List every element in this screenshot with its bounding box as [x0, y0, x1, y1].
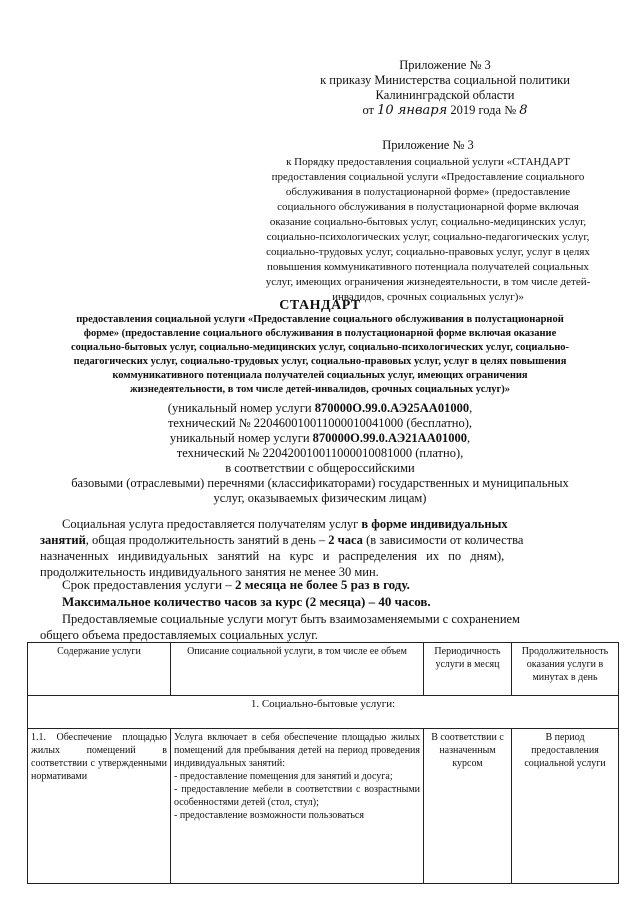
paragraph-interchangeable	[40, 611, 608, 643]
procedure-annex-line: инвалидов, срочных социальных услуг)»	[332, 291, 524, 303]
row-description	[171, 729, 424, 884]
procedure-annex-line: предоставления социальной услуги «Предоставление социального	[271, 171, 585, 183]
identifier-line-3	[40, 431, 600, 446]
description-line: Услуга включает в себя обеспечение площадью жилых помещений для пребывания детей на период проведения индивидуальных занятий:	[174, 732, 420, 769]
header-description: Описание социальной услуги, в том числе ее объем	[171, 643, 424, 696]
subtitle-line: педагогических услуг, социально-трудовых услуг, социально-правовых услуг, услуг в целях повышения	[73, 356, 567, 367]
paragraph-line	[40, 516, 608, 532]
emphasis: занятий	[40, 533, 86, 547]
document-subtitle	[40, 313, 600, 397]
identifier-comma: ,	[467, 431, 471, 445]
subtitle-line: предоставления социальной услуги «Предоставление социального обслуживания в полустационарной	[76, 314, 564, 325]
paragraph-line	[40, 532, 608, 548]
paragraph-term	[40, 577, 608, 593]
identifier-line-6: базовыми (отраслевыми) перечнями (классификаторами) государственных и муниципальных	[71, 476, 569, 490]
header-content: Содержание услуги	[28, 643, 171, 696]
paragraph-line	[40, 577, 608, 593]
text: (в зависимости от количества	[362, 533, 524, 547]
paragraph-max-hours	[40, 594, 608, 610]
procedure-annex-line: обслуживания в полустационарной форме» (предоставление	[285, 186, 571, 198]
emphasis: 2 месяца не более 5 раз в году.	[235, 577, 410, 592]
subtitle-line: коммуникативного потенциала получателей социальных услуг, имеющих ограничения	[112, 370, 528, 381]
text: Срок предоставления услуги –	[62, 577, 236, 592]
emphasis: в форме индивидуальных	[361, 517, 508, 531]
order-date-line	[300, 103, 590, 118]
identifier-label: уникальный номер услуги	[169, 431, 313, 445]
document-title: СТАНДАРТ	[279, 298, 361, 313]
procedure-annex-line: социального обслуживания в полустационарной форме включая	[277, 201, 579, 213]
description-line: - предоставление возможности пользоваться	[174, 810, 364, 821]
subtitle-line: социально-бытовых услуг, социально-медицинских услуг, социально-психологических услуг, социально-	[70, 342, 570, 353]
order-annex-header	[300, 58, 590, 118]
table-row	[28, 729, 619, 884]
row-periodicity: В соответствии с назначенным курсом	[424, 729, 512, 884]
row-content: 1.1. Обеспечение площадью жилых помещений в соответствии с утвержденными нормативами	[28, 729, 171, 884]
procedure-annex-line: социально-психологических услуг, социально-педагогических услуг,	[266, 231, 590, 243]
procedure-annex-line: услуг, имеющих ограничения жизнедеятельности, в том числе детей-	[265, 276, 591, 288]
text: , общая продолжительность занятий в день –	[85, 533, 329, 547]
paragraph-line: общего объема предоставляемых социальных услуг.	[40, 628, 319, 642]
header-duration: Продолжительность оказания услуги в минутах в день	[512, 643, 619, 696]
procedure-annex-line: повышения коммуникативного потенциала получателей социальных	[267, 261, 589, 273]
procedure-annex-title: Приложение № 3	[382, 138, 474, 152]
identifier-line-5: в соответствии с общероссийскими	[225, 461, 415, 475]
paragraph-line: продолжительность индивидуального занятия не менее 30 мин.	[40, 565, 379, 579]
table-header-row	[28, 643, 619, 696]
description-line: - предоставление помещения для занятий и досуга;	[174, 771, 393, 782]
table-section-row	[28, 696, 619, 729]
paragraph-line: назначенных индивидуальных занятий на курс и распределения их по дням),	[40, 549, 505, 563]
row-duration: В период предоставления социальной услуги	[512, 729, 619, 884]
order-date-prefix: от	[362, 103, 374, 117]
paragraph-line	[40, 594, 608, 610]
technical-number-free: технический № 220460010011000010041000 (бесплатно),	[167, 416, 473, 430]
paragraph-service-form	[40, 516, 608, 580]
subtitle-line: жизнедеятельности, в том числе детей-инвалидов, срочных социальных услуг)»	[129, 384, 511, 395]
order-number-handwritten: 8	[519, 103, 528, 118]
order-annex-title: Приложение № 3	[399, 58, 491, 72]
order-date-suffix: 2019 года №	[450, 103, 517, 117]
service-identifiers	[40, 401, 600, 506]
technical-number-paid: технический № 220420010011000010081000 (платно),	[176, 446, 464, 460]
emphasis: Максимальное количество часов за курс (2 месяца) – 40 часов.	[62, 594, 431, 609]
paragraph-line: Предоставляемые социальные услуги могут быть взаимозаменяемыми с сохранением	[62, 612, 520, 626]
unique-code-free: 870000О.99.0.АЭ25АА01000	[314, 401, 470, 415]
emphasis: 2 часа	[328, 533, 363, 547]
order-annex-line-2: Калининградской области	[375, 88, 515, 102]
section-title: 1. Социально-бытовые услуги:	[28, 696, 619, 729]
description-line: - предоставление мебели в соответствии с возрастными особенностями детей (стол, стул);	[174, 784, 420, 808]
identifier-label: (уникальный номер услуги	[167, 401, 315, 415]
order-annex-line-1: к приказу Министерства социальной политики	[320, 73, 570, 87]
identifier-comma: ,	[469, 401, 473, 415]
identifier-line-7: услуг, оказываемых физическим лицам)	[213, 491, 427, 505]
procedure-annex-header	[248, 138, 608, 305]
procedure-annex-line: социально-трудовых услуг, социально-правовых услуг, услуг в целях	[266, 246, 590, 258]
subtitle-line: форме» (предоставление социального обслуживания в полустационарной форме включая оказание	[83, 328, 557, 339]
order-date-handwritten: 10 января	[377, 103, 448, 118]
identifier-line-1	[40, 401, 600, 416]
text: Социальная услуга предоставляется получателям услуг	[62, 517, 362, 531]
header-periodicity: Периодичность услуги в месяц	[424, 643, 512, 696]
procedure-annex-line: оказание социально-бытовых услуг, социально-медицинских услуг,	[269, 216, 587, 228]
unique-code-paid: 870000О.99.0.АЭ21АА01000	[312, 431, 467, 445]
services-table	[27, 642, 619, 884]
procedure-annex-line: к Порядку предоставления социальной услуги «СТАНДАРТ	[286, 156, 570, 168]
